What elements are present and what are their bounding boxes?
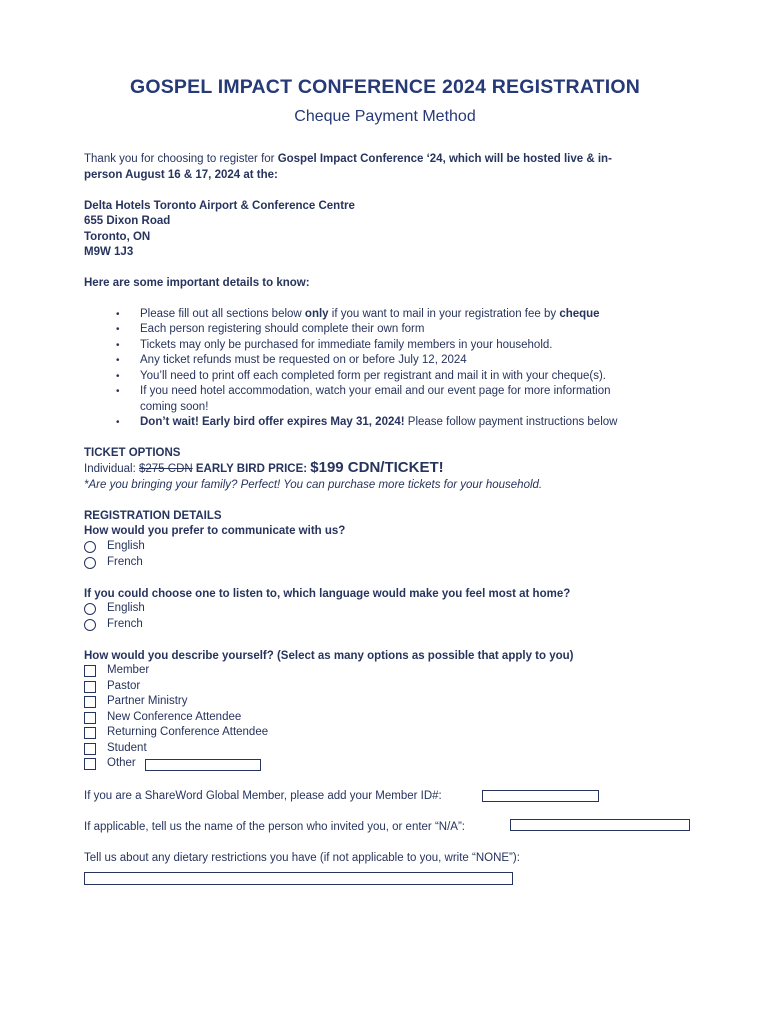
question-communication: How would you prefer to communicate with us? [84,525,346,537]
details-heading: Here are some important details to know: [84,277,310,289]
invited-by-field[interactable] [510,819,690,831]
page-subtitle: Cheque Payment Method [294,108,476,125]
detail-1-c: if you want to mail in your registration fee by [328,308,560,320]
early-bird-deadline: Don’t wait! Early bird offer expires May 31, 2024! [140,416,405,428]
bullet-mark: • [116,324,120,335]
venue-name: Delta Hotels Toronto Airport & Conference Centre [84,200,355,212]
option-label: Other [107,757,136,769]
venue-street: 655 Dixon Road [84,215,171,227]
checkbox-new-attendee[interactable] [84,712,96,724]
bullet-mark: • [116,309,120,320]
bullet-mark: • [116,340,120,351]
radio-communicate-english[interactable] [84,541,96,553]
radio-communicate-french[interactable] [84,557,96,569]
option-label: Returning Conference Attendee [107,726,269,738]
payment-instructions-note: Please follow payment instructions below [404,416,618,428]
bullet-mark: • [116,417,120,428]
detail-item-2: Each person registering should complete their own form [140,323,425,335]
bullet-mark: • [116,371,120,382]
intro-plain-text: Thank you for choosing to register for [84,153,278,165]
intro-line-1 [84,152,612,168]
registration-heading: REGISTRATION DETAILS [84,510,222,522]
ticket-label: Individual: [84,463,139,475]
detail-1-a: Please fill out all sections below [140,308,305,320]
bullet-mark: • [116,355,120,366]
detail-item-5: You’ll need to print off each completed form per registrant and mail it in with your cheque(s). [140,370,606,382]
early-bird-label: EARLY BIRD PRICE: [192,463,311,475]
detail-item-6-line-2: coming soon! [140,401,209,413]
ticket-options-heading: TICKET OPTIONS [84,447,181,459]
checkbox-partner-ministry[interactable] [84,696,96,708]
other-description-field[interactable] [145,759,261,771]
family-ticket-note: *Are you bringing your family? Perfect! You can purchase more tickets for your household. [84,479,543,491]
option-label: English [107,540,145,552]
option-label: English [107,602,145,614]
invited-by-label: If applicable, tell us the name of the person who invited you, or enter “N/A”: [84,821,465,833]
detail-item-7 [140,415,617,431]
page-title: GOSPEL IMPACT CONFERENCE 2024 REGISTRATION [129,76,641,98]
bullet-mark: • [116,386,120,397]
question-language: If you could choose one to listen to, which language would make you feel most at home? [84,588,571,600]
detail-1-only: only [304,308,329,320]
radio-language-french[interactable] [84,619,96,631]
checkbox-member[interactable] [84,665,96,677]
option-label: French [107,556,143,568]
checkbox-pastor[interactable] [84,681,96,693]
intro-bold-text: Gospel Impact Conference ‘24, which will be hosted live & in- [277,153,612,165]
venue-city: Toronto, ON [84,231,151,243]
venue-postal: M9W 1J3 [84,246,134,258]
detail-item-1 [140,307,600,323]
option-label: French [107,618,143,630]
intro-line-2: person August 16 & 17, 2024 at the: [84,169,278,181]
ticket-price-line [84,460,444,478]
member-id-label: If you are a ShareWord Global Member, please add your Member ID#: [84,790,442,802]
option-label: Pastor [107,680,141,692]
early-bird-price: $199 CDN/TICKET! [310,459,444,476]
dietary-restrictions-field[interactable] [84,872,513,885]
detail-item-6-line-1: If you need hotel accommodation, watch your email and our event page for more information [140,385,611,397]
option-label: New Conference Attendee [107,711,242,723]
detail-item-4: Any ticket refunds must be requested on or before July 12, 2024 [140,354,467,366]
radio-language-english[interactable] [84,603,96,615]
option-label: Member [107,664,150,676]
option-label: Partner Ministry [107,695,188,707]
dietary-label: Tell us about any dietary restrictions you have (if not applicable to you, write “NONE”): [84,852,520,864]
checkbox-returning-attendee[interactable] [84,727,96,739]
detail-1-cheque: cheque [559,308,600,320]
option-label: Student [107,742,147,754]
detail-item-3: Tickets may only be purchased for immediate family members in your household. [140,339,553,351]
old-price: $275 CDN [138,463,193,475]
checkbox-student[interactable] [84,743,96,755]
checkbox-other[interactable] [84,758,96,770]
member-id-field[interactable] [482,790,599,802]
question-describe-yourself: How would you describe yourself? (Select as many options as possible that apply to you) [84,650,574,662]
